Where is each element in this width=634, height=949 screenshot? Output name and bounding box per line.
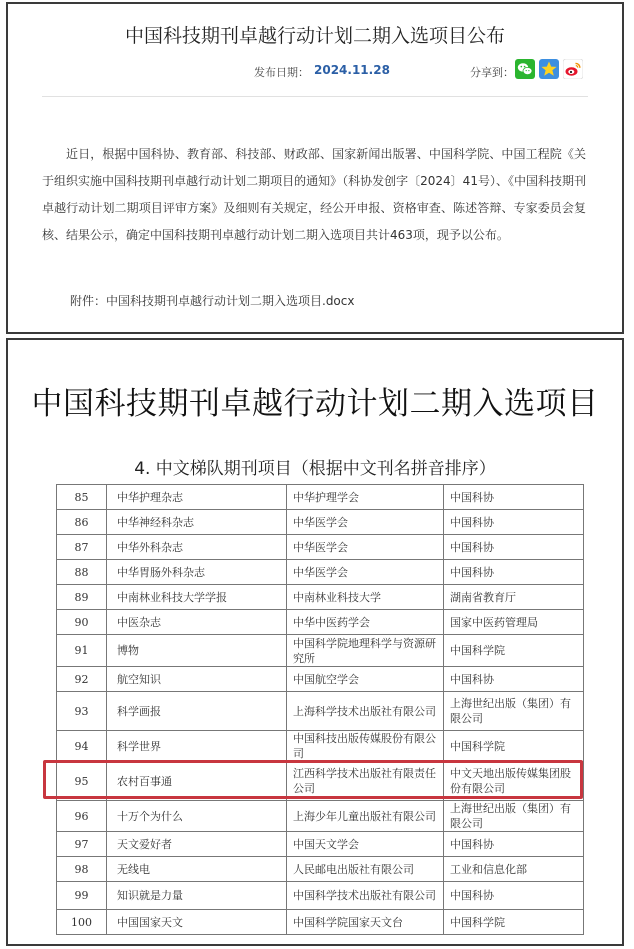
document-title: 中国科技期刊卓越行动计划二期入选项目	[31, 386, 599, 422]
table-row	[57, 585, 584, 610]
sponsor-unit: 中华护理学会	[287, 485, 444, 510]
supervising-unit: 上海世纪出版（集团）有限公司	[444, 692, 584, 731]
row-number: 92	[57, 667, 107, 692]
supervising-unit: 中国科协	[444, 560, 584, 585]
supervising-unit: 中国科协	[444, 882, 584, 910]
sponsor-unit: 中华医学会	[287, 560, 444, 585]
row-number: 88	[57, 560, 107, 585]
table-row	[57, 731, 584, 762]
article-body: 近日，根据中国科协、教育部、科技部、财政部、国家新闻出版署、中国科学院、中国工程院《关于组织实施中国科技期刊卓越行动计划二期项目的通知》（科协发创字〔2024〕41号）、《中国科技期刊卓越行动计划二期项目评审方案》及细则有关规定，经公开申报、资格审查、陈述答辩、专家委员会复核、结果公示，确定中国科技期刊卓越行动计划二期入选项目共计463项，现予以公布。	[42, 147, 586, 242]
supervising-unit: 中国科协	[444, 485, 584, 510]
table-row	[57, 667, 584, 692]
sponsor-unit: 中华医学会	[287, 535, 444, 560]
journal-name: 科学世界	[107, 731, 287, 762]
document-image	[6, 338, 624, 946]
journal-name: 航空知识	[107, 667, 287, 692]
row-number: 97	[57, 832, 107, 857]
sponsor-unit: 中国科技出版传媒股份有限公司	[287, 731, 444, 762]
weibo-icon[interactable]	[563, 59, 583, 79]
sponsor-unit: 中国航空学会	[287, 667, 444, 692]
journal-name: 中医杂志	[107, 610, 287, 635]
journal-name: 中华外科杂志	[107, 535, 287, 560]
table-row	[57, 762, 584, 801]
article-title: 中国科技期刊卓越行动计划二期入选项目公布	[124, 25, 505, 47]
sponsor-unit: 中国科学院国家天文台	[287, 910, 444, 935]
journal-name: 无线电	[107, 857, 287, 882]
sponsor-unit: 中国科学技术出版社有限公司	[287, 882, 444, 910]
row-number: 94	[57, 731, 107, 762]
meta-row	[8, 62, 622, 82]
supervising-unit: 湖南省教育厅	[444, 585, 584, 610]
journal-name: 天文爱好者	[107, 832, 287, 857]
supervising-unit: 中国科协	[444, 832, 584, 857]
supervising-unit: 中文天地出版传媒集团股份有限公司	[444, 762, 584, 801]
table-row	[57, 510, 584, 535]
table-row	[57, 535, 584, 560]
supervising-unit: 国家中医药管理局	[444, 610, 584, 635]
supervising-unit: 中国科学院	[444, 731, 584, 762]
row-number: 87	[57, 535, 107, 560]
journal-name: 中南林业科技大学学报	[107, 585, 287, 610]
divider	[42, 96, 588, 97]
sponsor-unit: 中南林业科技大学	[287, 585, 444, 610]
table-row	[57, 485, 584, 510]
row-number: 85	[57, 485, 107, 510]
wechat-icon[interactable]	[515, 59, 535, 79]
row-number: 95	[57, 762, 107, 801]
row-number: 86	[57, 510, 107, 535]
supervising-unit: 中国科协	[444, 510, 584, 535]
row-number: 100	[57, 910, 107, 935]
qzone-star-icon[interactable]	[539, 59, 559, 79]
date-value: 2024.11.28	[314, 63, 390, 77]
announcement-panel	[6, 2, 624, 334]
supervising-unit: 工业和信息化部	[444, 857, 584, 882]
row-number: 93	[57, 692, 107, 731]
journal-name: 农村百事通	[107, 762, 287, 801]
table-row	[57, 832, 584, 857]
sponsor-unit: 人民邮电出版社有限公司	[287, 857, 444, 882]
projects-table	[56, 484, 584, 935]
section-heading: 4. 中文梯队期刊项目（根据中文刊名拼音排序）	[134, 459, 496, 479]
row-number: 98	[57, 857, 107, 882]
journal-name: 中华神经科杂志	[107, 510, 287, 535]
share-label: 分享到：	[470, 66, 514, 79]
sponsor-unit: 中国科学院地理科学与资源研究所	[287, 635, 444, 667]
table-row	[57, 857, 584, 882]
sponsor-unit: 上海科学技术出版社有限公司	[287, 692, 444, 731]
supervising-unit: 中国科学院	[444, 635, 584, 667]
supervising-unit: 上海世纪出版（集团）有限公司	[444, 801, 584, 832]
journal-name: 中华胃肠外科杂志	[107, 560, 287, 585]
journal-name: 中华护理杂志	[107, 485, 287, 510]
attachment-link[interactable]: 附件：中国科技期刊卓越行动计划二期入选项目.docx	[70, 294, 355, 308]
table-row	[57, 635, 584, 667]
table-row	[57, 910, 584, 935]
row-number: 90	[57, 610, 107, 635]
table-row	[57, 560, 584, 585]
table-row	[57, 692, 584, 731]
supervising-unit: 中国科协	[444, 535, 584, 560]
sponsor-unit: 上海少年儿童出版社有限公司	[287, 801, 444, 832]
row-number: 91	[57, 635, 107, 667]
row-number: 96	[57, 801, 107, 832]
date-label: 发布日期：	[254, 66, 309, 79]
row-number: 99	[57, 882, 107, 910]
supervising-unit: 中国科学院	[444, 910, 584, 935]
journal-name: 科学画报	[107, 692, 287, 731]
table-row	[57, 801, 584, 832]
sponsor-unit: 中华中医药学会	[287, 610, 444, 635]
supervising-unit: 中国科协	[444, 667, 584, 692]
table-row	[57, 882, 584, 910]
row-number: 89	[57, 585, 107, 610]
journal-name: 中国国家天文	[107, 910, 287, 935]
journal-name: 十万个为什么	[107, 801, 287, 832]
table-row	[57, 610, 584, 635]
sponsor-unit: 中华医学会	[287, 510, 444, 535]
journal-name: 知识就是力量	[107, 882, 287, 910]
sponsor-unit: 江西科学技术出版社有限责任公司	[287, 762, 444, 801]
journal-name: 博物	[107, 635, 287, 667]
sponsor-unit: 中国天文学会	[287, 832, 444, 857]
